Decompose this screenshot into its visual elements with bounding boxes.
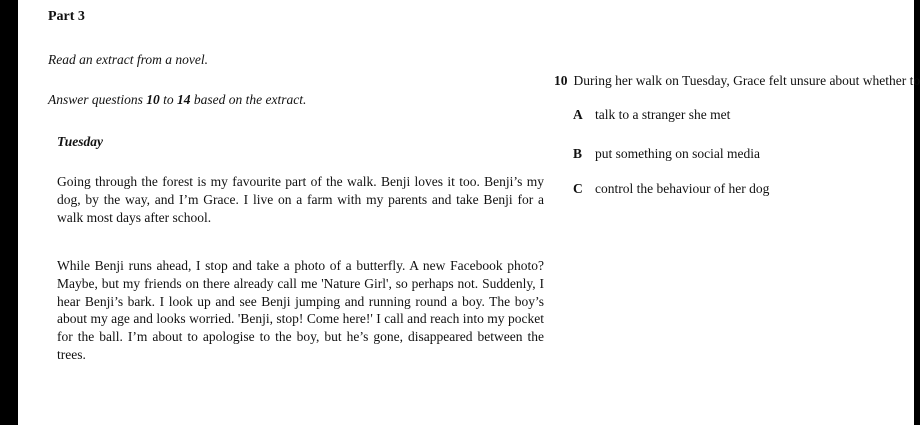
answer-option-b bbox=[573, 145, 760, 162]
instruction-question-start: 10 bbox=[146, 92, 160, 107]
option-letter: A bbox=[573, 107, 583, 122]
instruction-text-middle: to bbox=[159, 92, 178, 107]
left-border bbox=[0, 0, 18, 425]
extract-heading: Tuesday bbox=[57, 134, 103, 149]
answer-option-a bbox=[573, 106, 730, 123]
instruction-read-extract: Read an extract from a novel. bbox=[48, 52, 208, 67]
instruction-question-end: 14 bbox=[177, 92, 191, 107]
right-border bbox=[914, 0, 920, 425]
option-letter: C bbox=[573, 181, 583, 196]
extract-paragraph-2: While Benji runs ahead, I stop and take a photo of a butterfly. A new Facebook photo? Maybe, but my friends on there already call me 'Nature Girl', so perhaps not. Suddenly, I hear Benji’s bark. I look up and see Benji jumping and running round a boy. The boy’s about my age and looks worried. 'Benji, stop! Come here!' I call and reach into my pocket for the ball. I’m about to apologise to the boy, but he’s gone, disappeared between the trees. bbox=[57, 258, 544, 362]
part-title: Part 3 bbox=[48, 9, 85, 24]
option-text: put something on social media bbox=[595, 146, 760, 161]
question-number: 10 bbox=[554, 73, 568, 88]
document-page bbox=[18, 0, 920, 425]
instruction-text-start: Answer questions bbox=[48, 92, 147, 107]
option-letter: B bbox=[573, 146, 583, 161]
option-text: talk to a stranger she met bbox=[595, 107, 731, 122]
question-text: During her walk on Tuesday, Grace felt unsure about whether to bbox=[573, 73, 920, 88]
instruction-text-end: based on the extract. bbox=[190, 92, 307, 107]
extract-paragraph-1: Going through the forest is my favourite part of the walk. Benji loves it too. Benji’s my dog, by the way, and I’m Grace. I live on a farm with my parents and take Benji for a walk most days after school. bbox=[57, 174, 544, 225]
question-10 bbox=[554, 72, 920, 89]
option-text: control the behaviour of her dog bbox=[595, 181, 770, 196]
instruction-answer-questions bbox=[48, 91, 306, 108]
answer-option-c bbox=[573, 180, 769, 197]
